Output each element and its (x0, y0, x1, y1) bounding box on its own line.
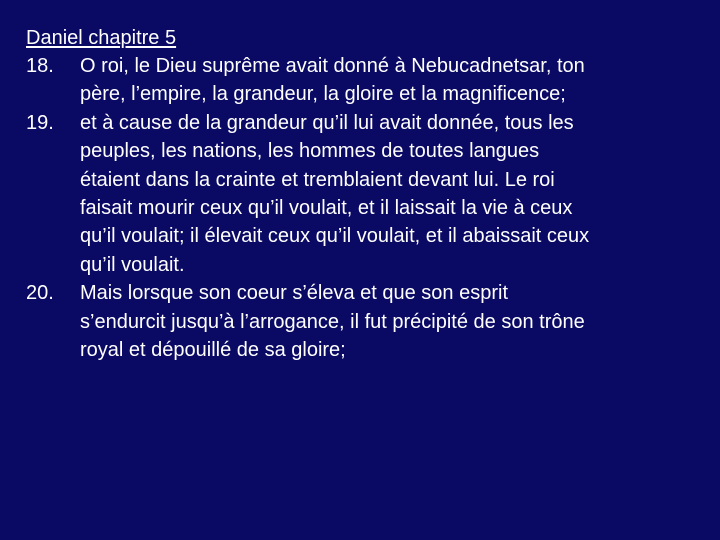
slide-content (26, 24, 706, 364)
verse-line: peuples, les nations, les hommes de toutes langues (80, 140, 540, 163)
verse-line: O roi, le Dieu suprême avait donné à Nebucadnetsar, ton (80, 55, 585, 77)
verse-line: et à cause de la grandeur qu’il lui avait donnée, tous les (80, 111, 574, 134)
verse-text (80, 52, 706, 109)
verse-number: 20. (26, 282, 54, 305)
verse-line: qu’il voulait. (80, 253, 185, 276)
verse-19 (26, 109, 706, 279)
verse-text (80, 109, 706, 279)
verse-line: faisait mourir ceux qu’il voulait, et il laissait la vie à ceux (80, 197, 573, 220)
verse-line: s’endurcit jusqu’à l’arrogance, il fut précipité de son trône (80, 310, 585, 333)
verse-number: 18. (26, 55, 54, 77)
verse-number: 19. (26, 111, 54, 134)
verse-line: Mais lorsque son coeur s’éleva et que son esprit (80, 282, 509, 305)
verse-line: royal et dépouillé de sa gloire; (80, 339, 346, 362)
verse-line: étaient dans la crainte et tremblaient devant lui. Le roi (80, 168, 555, 191)
slide-title: Daniel chapitre 5 (26, 27, 177, 49)
verse-20 (26, 279, 706, 364)
verse-18 (26, 52, 706, 109)
verse-text (80, 279, 706, 364)
verse-line: père, l’empire, la grandeur, la gloire et la magnificence; (80, 83, 566, 106)
verse-line: qu’il voulait; il élevait ceux qu’il voulait, et il abaissait ceux (80, 225, 590, 248)
